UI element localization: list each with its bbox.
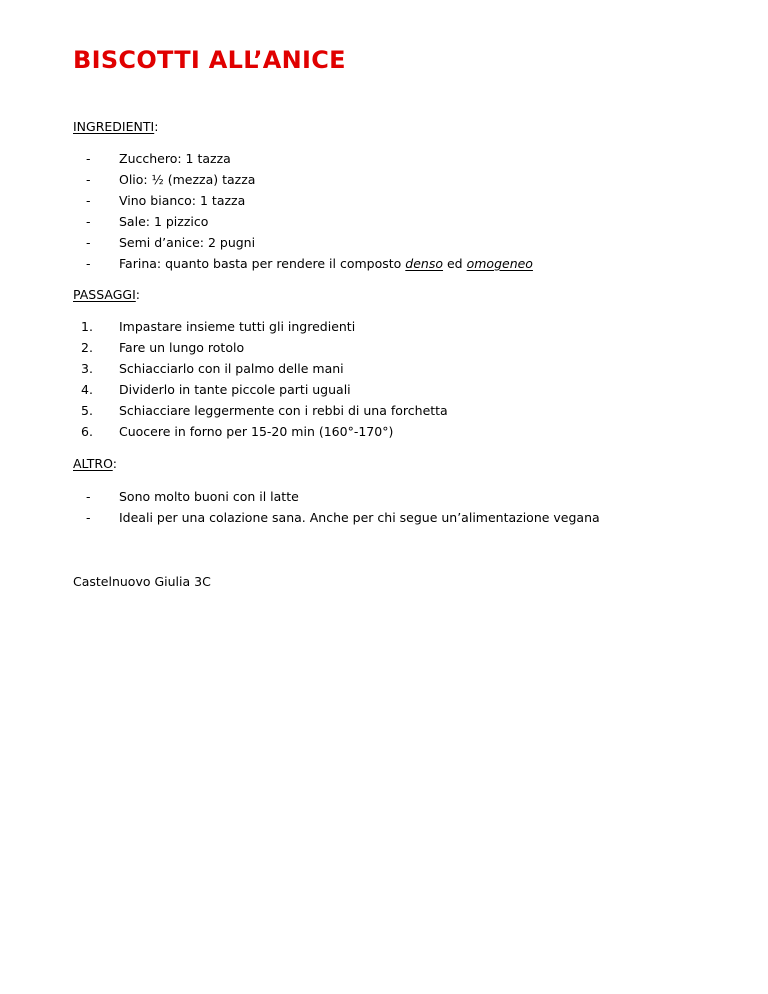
- step-number: 6.: [81, 424, 93, 439]
- author-signature: Castelnuovo Giulia 3C: [73, 574, 211, 589]
- other-heading-colon: :: [112, 456, 117, 471]
- ingredients-heading-label: INGREDIENTI: [73, 119, 155, 134]
- ingredient-text: [119, 253, 533, 274]
- step-number: 2.: [81, 340, 93, 355]
- list-item: [73, 421, 693, 442]
- list-item: [73, 316, 693, 337]
- step-number: 5.: [81, 403, 93, 418]
- note-text: Sono molto buoni con il latte: [119, 489, 299, 504]
- list-item: [73, 507, 693, 528]
- ingredient-text: Vino bianco: 1 tazza: [119, 193, 246, 208]
- flour-text-middle: ed: [443, 256, 467, 271]
- bullet-marker: -: [86, 172, 91, 187]
- bullet-marker: -: [86, 510, 91, 525]
- steps-list: [73, 316, 693, 442]
- emphasis-dense: denso: [405, 256, 444, 271]
- step-text: Impastare insieme tutti gli ingredienti: [119, 319, 356, 334]
- ingredient-text: Sale: 1 pizzico: [119, 214, 209, 229]
- steps-heading-colon: :: [135, 287, 140, 302]
- bullet-marker: -: [86, 489, 91, 504]
- list-item: [73, 253, 693, 274]
- list-item: [73, 358, 693, 379]
- step-number: 3.: [81, 361, 93, 376]
- emphasis-homogeneous: omogeneo: [466, 256, 533, 271]
- page-title: BISCOTTI ALL’ANICE: [73, 46, 346, 74]
- ingredients-heading-colon: :: [154, 119, 159, 134]
- list-item: [73, 232, 693, 253]
- step-text: Schiacciarlo con il palmo delle mani: [119, 361, 344, 376]
- other-heading: [73, 455, 117, 473]
- bullet-marker: -: [86, 151, 91, 166]
- ingredients-list: [73, 148, 693, 274]
- steps-heading-label: PASSAGGI: [73, 287, 136, 302]
- list-item: [73, 211, 693, 232]
- bullet-marker: -: [86, 193, 91, 208]
- ingredient-text: Semi d’anice: 2 pugni: [119, 235, 256, 250]
- other-heading-label: ALTRO: [73, 456, 113, 471]
- bullet-marker: -: [86, 214, 91, 229]
- bullet-marker: -: [86, 256, 91, 271]
- steps-heading: [73, 286, 140, 304]
- step-text: Fare un lungo rotolo: [119, 340, 245, 355]
- ingredient-text: Olio: ½ (mezza) tazza: [119, 172, 256, 187]
- list-item: [73, 169, 693, 190]
- flour-text-before: Farina: quanto basta per rendere il composto: [119, 256, 406, 271]
- step-text: Schiacciare leggermente con i rebbi di una forchetta: [119, 403, 448, 418]
- bullet-marker: -: [86, 235, 91, 250]
- list-item: [73, 148, 693, 169]
- list-item: [73, 379, 693, 400]
- list-item: [73, 337, 693, 358]
- step-text: Cuocere in forno per 15-20 min (160°-170°): [119, 424, 394, 439]
- ingredient-text: Zucchero: 1 tazza: [119, 151, 231, 166]
- list-item: [73, 190, 693, 211]
- step-text: Dividerlo in tante piccole parti uguali: [119, 382, 351, 397]
- note-text: Ideali per una colazione sana. Anche per chi segue un’alimentazione vegana: [119, 510, 600, 525]
- list-item: [73, 486, 693, 507]
- other-list: [73, 486, 693, 528]
- step-number: 4.: [81, 382, 93, 397]
- ingredients-heading: [73, 118, 158, 136]
- list-item: [73, 400, 693, 421]
- step-number: 1.: [81, 319, 93, 334]
